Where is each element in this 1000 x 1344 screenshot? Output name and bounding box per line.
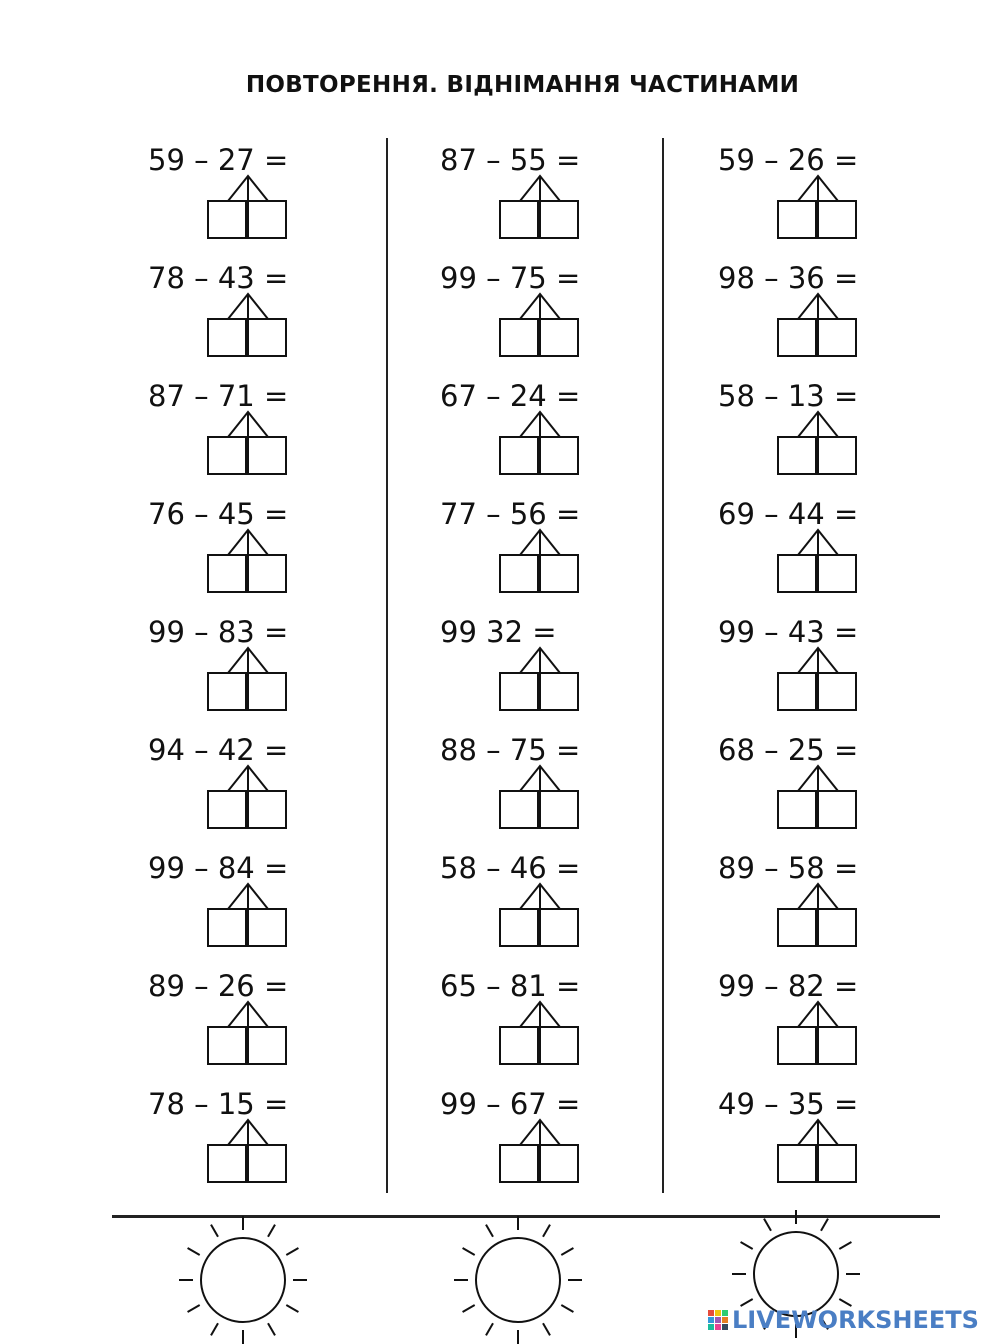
answer-box-left[interactable] [208, 791, 246, 828]
answer-box-right[interactable] [248, 555, 286, 592]
answer-box-left[interactable] [208, 673, 246, 710]
problem-2-8 [440, 966, 700, 1084]
answer-box-left[interactable] [208, 319, 246, 356]
equation-text: 58 – 46 = [440, 851, 581, 885]
answer-box-left[interactable] [500, 791, 538, 828]
problem-1-3 [148, 376, 408, 494]
equation-text: 99 – 82 = [718, 969, 859, 1003]
problem-2-4 [440, 494, 700, 612]
answer-box-left[interactable] [208, 1027, 246, 1064]
decomposition-tree [206, 292, 290, 362]
decomposition-tree [498, 528, 582, 598]
equation-text: 94 – 42 = [148, 733, 289, 767]
logo-grid-icon [708, 1310, 728, 1330]
decomposition-tree [206, 528, 290, 598]
answer-box-right[interactable] [818, 673, 856, 710]
decomposition-tree [498, 292, 582, 362]
decomposition-tree [498, 764, 582, 834]
equation-text: 65 – 81 = [440, 969, 581, 1003]
answer-box-left[interactable] [500, 673, 538, 710]
problem-1-8 [148, 966, 408, 1084]
decomposition-tree [498, 1000, 582, 1070]
problem-1-4 [148, 494, 408, 612]
answer-box-right[interactable] [248, 1027, 286, 1064]
problem-3-5 [718, 612, 978, 730]
equation-text: 99 – 67 = [440, 1087, 581, 1121]
decomposition-tree [206, 1118, 290, 1188]
answer-box-right[interactable] [818, 1027, 856, 1064]
problem-3-8 [718, 966, 978, 1084]
decomposition-tree [206, 646, 290, 716]
answer-box-right[interactable] [540, 437, 578, 474]
equation-text: 77 – 56 = [440, 497, 581, 531]
equation-text: 87 – 55 = [440, 143, 581, 177]
equation-text: 89 – 58 = [718, 851, 859, 885]
answer-box-left[interactable] [778, 1145, 816, 1182]
answer-box-right[interactable] [248, 201, 286, 238]
problem-2-6 [440, 730, 700, 848]
problem-3-4 [718, 494, 978, 612]
answer-box-left[interactable] [500, 1027, 538, 1064]
answer-box-left[interactable] [500, 201, 538, 238]
answer-box-left[interactable] [778, 909, 816, 946]
answer-box-left[interactable] [778, 1027, 816, 1064]
problem-1-1 [148, 140, 408, 258]
answer-box-left[interactable] [208, 437, 246, 474]
equation-text: 78 – 15 = [148, 1087, 289, 1121]
answer-box-right[interactable] [540, 319, 578, 356]
problem-2-7 [440, 848, 700, 966]
answer-box-left[interactable] [778, 437, 816, 474]
problem-1-6 [148, 730, 408, 848]
liveworksheets-logo [708, 1306, 979, 1334]
problem-3-1 [718, 140, 978, 258]
decomposition-tree [776, 174, 860, 244]
decomposition-tree [776, 1118, 860, 1188]
decomposition-tree [776, 646, 860, 716]
answer-box-left[interactable] [208, 201, 246, 238]
decomposition-tree [776, 410, 860, 480]
answer-box-right[interactable] [540, 1027, 578, 1064]
answer-box-left[interactable] [500, 437, 538, 474]
answer-box-right[interactable] [248, 319, 286, 356]
problem-3-2 [718, 258, 978, 376]
decomposition-tree [206, 1000, 290, 1070]
answer-box-right[interactable] [540, 909, 578, 946]
equation-text: 87 – 71 = [148, 379, 289, 413]
decomposition-tree [498, 882, 582, 952]
logo-text: LIVEWORKSHEETS [732, 1306, 979, 1334]
answer-box-left[interactable] [500, 555, 538, 592]
problem-2-1 [440, 140, 700, 258]
answer-box-left[interactable] [208, 555, 246, 592]
equation-text: 69 – 44 = [718, 497, 859, 531]
answer-box-right[interactable] [540, 673, 578, 710]
answer-box-left[interactable] [778, 673, 816, 710]
answer-box-right[interactable] [248, 437, 286, 474]
answer-box-left[interactable] [778, 791, 816, 828]
equation-text: 99 – 84 = [148, 851, 289, 885]
worksheet-title: ПОВТОРЕННЯ. ВІДНІМАННЯ ЧАСТИНАМИ [245, 72, 800, 98]
equation-text: 67 – 24 = [440, 379, 581, 413]
answer-box-left[interactable] [500, 1145, 538, 1182]
equation-text: 98 – 36 = [718, 261, 859, 295]
answer-box-left[interactable] [778, 319, 816, 356]
decomposition-tree [776, 764, 860, 834]
sun-icon [179, 1216, 307, 1344]
answer-box-left[interactable] [500, 909, 538, 946]
decomposition-tree [776, 1000, 860, 1070]
decomposition-tree [776, 528, 860, 598]
answer-box-right[interactable] [818, 909, 856, 946]
answer-box-left[interactable] [208, 909, 246, 946]
equation-text: 99 – 75 = [440, 261, 581, 295]
problem-1-7 [148, 848, 408, 966]
equation-text: 68 – 25 = [718, 733, 859, 767]
sun-icon [454, 1216, 582, 1344]
decomposition-tree [498, 410, 582, 480]
equation-text: 58 – 13 = [718, 379, 859, 413]
equation-text: 99 32 = [440, 615, 557, 649]
answer-box-left[interactable] [778, 201, 816, 238]
decomposition-tree [498, 646, 582, 716]
problem-3-9 [718, 1084, 978, 1202]
answer-box-right[interactable] [540, 555, 578, 592]
equation-text: 49 – 35 = [718, 1087, 859, 1121]
problem-1-5 [148, 612, 408, 730]
answer-box-left[interactable] [208, 1145, 246, 1182]
problem-2-9 [440, 1084, 700, 1202]
equation-text: 99 – 83 = [148, 615, 289, 649]
answer-box-right[interactable] [818, 555, 856, 592]
answer-box-right[interactable] [818, 1145, 856, 1182]
answer-box-right[interactable] [818, 201, 856, 238]
answer-box-left[interactable] [500, 319, 538, 356]
decomposition-tree [206, 410, 290, 480]
answer-box-right[interactable] [248, 673, 286, 710]
equation-text: 59 – 26 = [718, 143, 859, 177]
equation-text: 59 – 27 = [148, 143, 289, 177]
answer-box-right[interactable] [540, 791, 578, 828]
problem-2-5 [440, 612, 700, 730]
problem-3-3 [718, 376, 978, 494]
decomposition-tree [776, 882, 860, 952]
problem-1-2 [148, 258, 408, 376]
problem-3-6 [718, 730, 978, 848]
problem-3-7 [718, 848, 978, 966]
answer-box-right[interactable] [540, 201, 578, 238]
answer-box-right[interactable] [248, 791, 286, 828]
equation-text: 78 – 43 = [148, 261, 289, 295]
decomposition-tree [206, 174, 290, 244]
answer-box-right[interactable] [818, 319, 856, 356]
decomposition-tree [498, 174, 582, 244]
answer-box-right[interactable] [248, 1145, 286, 1182]
equation-text: 89 – 26 = [148, 969, 289, 1003]
problem-1-9 [148, 1084, 408, 1202]
equation-text: 88 – 75 = [440, 733, 581, 767]
decomposition-tree [206, 882, 290, 952]
equation-text: 76 – 45 = [148, 497, 289, 531]
answer-box-left[interactable] [778, 555, 816, 592]
answer-box-right[interactable] [818, 437, 856, 474]
decomposition-tree [776, 292, 860, 362]
decomposition-tree [498, 1118, 582, 1188]
equation-text: 99 – 43 = [718, 615, 859, 649]
problem-2-2 [440, 258, 700, 376]
answer-box-right[interactable] [248, 909, 286, 946]
decomposition-tree [206, 764, 290, 834]
answer-box-right[interactable] [540, 1145, 578, 1182]
answer-box-right[interactable] [818, 791, 856, 828]
problem-2-3 [440, 376, 700, 494]
